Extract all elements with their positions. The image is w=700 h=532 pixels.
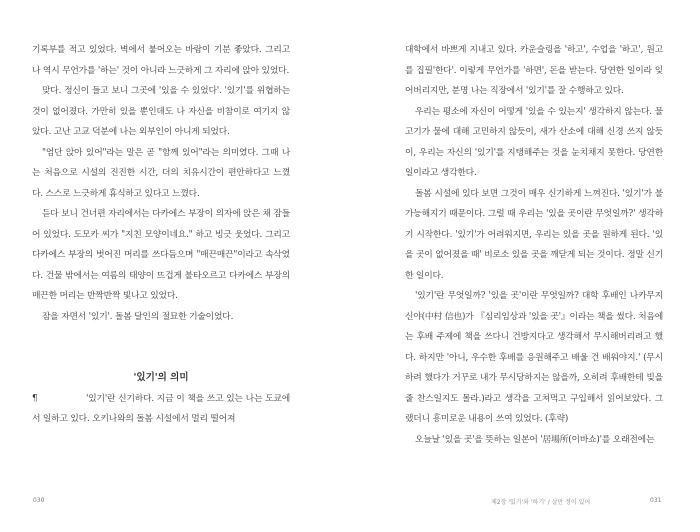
left-page — [32, 40, 290, 430]
section-title: '있기'의 의미 — [133, 372, 189, 383]
left-paragraph-5: 잠을 자면서 '있기'. 돌봄 달인의 절묘한 기술이었다. — [42, 311, 234, 322]
section-spacer — [32, 327, 290, 368]
left-paragraph-2: 맞다. 정신이 들고 보니 그곳에 '있을 수 있었다'. '있기'를 위협하는 것이 없어졌다. 가만히 있을 뿐인데도 나 자신을 비참이로 여기지 않았다. 고난 고교 덕분에 나는 외부인이 아니게 되었다. — [32, 86, 290, 137]
left-section-paragraph-1 — [32, 389, 290, 430]
right-paragraph-3: 돌봄 시설에 있다 보면 그것이 매우 신기하게 느껴진다. '있기'가 불가능해지기 때문이다. 그럴 때 우리는 '있을 곳이란 무엇일까?' 생각하기 시작한다. '있기'가 어려워지면, 우리는 있을 곳을 원하게 된다. '있을 곳이 없어졌을 때' 비로소 있을 곳을 깨닫게 되는 것이다. 정말 신기한 일이다. — [405, 188, 663, 281]
right-paragraph-1: 대학에서 바쁘게 지내고 있다. 카운슬링을 '하고', 수업을 '하고', 원고를 집필'한다'. 이렇게 무언가를 '하면', 돈을 받는다. 당연한 일이라 잊어버리지만, 분명 나는 직장에서 '있기'를 잘 수행하고 있다. — [405, 45, 663, 96]
right-paragraph-5: 오늘날 '있을 곳'을 뜻하는 일본어 '居場所(이바쇼)'를 오래전에는 — [415, 434, 655, 445]
left-page-number: 030 — [33, 497, 45, 504]
running-head: 제2장 '있기'와 '하기' / 살만 정이 있어 — [491, 499, 591, 506]
right-page — [405, 40, 663, 450]
left-paragraph-4: 듣다 보니 건너편 자리에서는 다카에스 부장이 의자에 앉은 채 잠들어 있었다. 도모카 씨가 "지친 모양이네요." 하고 빙긋 웃었다. 그리고 다카에스 부장의 벗어진 머리를 쓰다듬으며 "매끈매끈"이라고 속삭였다. 건물 밖에서는 여름의 태양이 뜨겁게 불타오르고 다카에스 부장의 매끈한 머리는 반짝반짝 빛나고 있었다. — [32, 209, 290, 301]
right-paragraph-4: '있기'란 무엇일까? '있을 곳'이란 무엇일까? 대학 후배인 나카무지 신야(中村 信也)가 『심리임상과 '있을 곳'』이라는 책을 썼다. 처음에는 후배 주제에 책을 쓰다니 건방지다고 생각해서 무시해버리려고 했다. 하지만 '아니, 우수한 후배를 응원해주고 배울 건 배워야지.' (무시하려 했다가 거꾸로 내가 무시당하지는 않을까, 오히려 후배한테 빚을 줄 찬스일지도 몰라.)라고 생각을 고쳐먹고 구입해서 읽어보았다. 그랬더니 흥미로운 내용이 쓰여 있었다. (후략) — [405, 291, 663, 424]
left-paragraph-3: "엄단 앉아 있어"라는 말은 곧 "함께 있어"라는 의미였다. 그때 나는 처음으로 시설의 진진한 시간, 더의 치유시간이 편안하다고 느꼈다. 스스로 느긋하게 휴식하고 있다고 느꼈다. — [32, 147, 290, 199]
left-paragraph-1: 기록부를 적고 있었다. 벽에서 붙어오는 바람이 기분 좋았다. 그리고 나 역시 무언가를 '하는' 것이 아니라 느긋하게 그 자리에 앉아 있었다. — [32, 45, 290, 76]
right-page-number: 031 — [650, 497, 662, 504]
section-mark: ¶ — [32, 393, 38, 404]
right-paragraph-2: 우리는 평소에 자신이 어떻게 '있을 수 있는지' 생각하지 않는다. 물고기가 물에 대해 고민하지 않듯이, 새가 산소에 대해 신경 쓰지 않듯이, 우리는 자신의 '있기'를 지탱해주는 것을 눈치채지 못한다. 당연한 일이라고 생각한다. — [405, 106, 663, 178]
left-section-paragraph-1-text: '있기'란 신기하다. 지금 이 책을 쓰고 있는 나는 도쿄에서 일하고 있다. 오키나와의 돌봄 시설에서 멀리 떨어져 — [32, 393, 290, 424]
